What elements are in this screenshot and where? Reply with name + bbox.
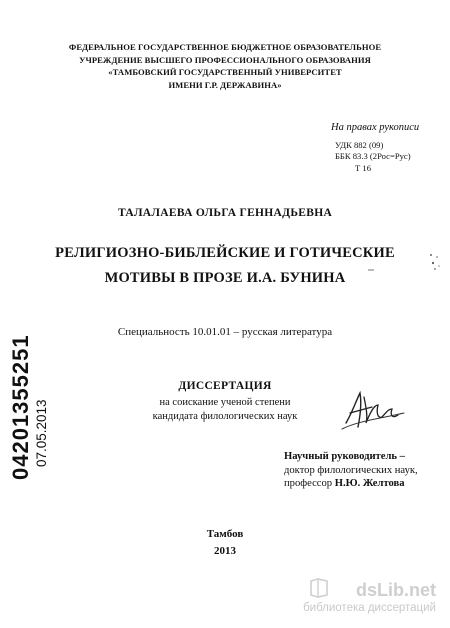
supervisor-label: Научный руководитель – <box>284 451 405 462</box>
title-line-1: РЕЛИГИОЗНО-БИБЛЕЙСКИЕ И ГОТИЧЕСКИЕ <box>55 245 395 261</box>
library-stamp <box>0 334 56 480</box>
udk-code: УДК 882 (09) <box>335 140 384 150</box>
degree-line-1: на соискание ученой степени <box>159 397 291 408</box>
speck-mark <box>368 268 374 272</box>
institution-line-2: УЧРЕЖДЕНИЕ ВЫСШЕГО ПРОФЕССИОНАЛЬНОГО ОБРАЗОВАНИЯ <box>79 54 371 65</box>
stamp-date: 07.05.2013 <box>34 399 49 467</box>
city: Тамбов <box>206 528 244 540</box>
dissertation-heading: ДИССЕРТАЦИЯ <box>178 380 272 392</box>
bbk-code: ББК 83.3 (2Рос=Рус) <box>335 151 411 162</box>
dissertation-title <box>0 241 450 291</box>
supervisor-block <box>284 450 418 491</box>
supervisor-degree: доктор филологических наук, <box>284 464 418 476</box>
supervisor-title: профессор <box>284 478 333 489</box>
degree-line-2: кандидата филологических наук <box>152 411 298 422</box>
specialty: Специальность 10.01.01 – русская литература <box>117 326 333 338</box>
institution-line-3: «ТАМБОВСКИЙ ГОСУДАРСТВЕННЫЙ УНИВЕРСИТЕТ <box>108 67 342 77</box>
author-name: ТАЛАЛАЕВА ОЛЬГА ГЕННАДЬЕВНА <box>117 207 333 219</box>
supervisor-title-line <box>284 477 418 491</box>
watermark-subtitle: библиотека диссертаций <box>303 602 436 614</box>
institution-line-4: ИМЕНИ Г.Р. ДЕРЖАВИНА» <box>168 79 282 90</box>
supervisor-name: Н.Ю. Желтова <box>334 478 405 489</box>
title-line-2: МОТИВЫ В ПРОЗЕ И.А. БУНИНА <box>104 270 346 286</box>
stamp-number: 04201355251 <box>8 334 33 480</box>
watermark <box>286 580 436 620</box>
dslib-logo-icon <box>308 577 330 599</box>
institution-header <box>0 41 450 91</box>
signature-image <box>338 383 408 437</box>
scan-specks <box>428 252 442 272</box>
author-mark-code: Т 16 <box>355 162 371 173</box>
institution-line-1: ФЕДЕРАЛЬНОЕ ГОСУДАРСТВЕННОЕ БЮДЖЕТНОЕ ОБРАЗОВАТЕЛЬНОЕ <box>68 42 382 52</box>
year: 2013 <box>214 545 236 557</box>
classification-block <box>335 140 411 174</box>
rights-note: На правах рукописи <box>331 122 420 133</box>
watermark-logo-text: dsLib.net <box>356 580 436 600</box>
